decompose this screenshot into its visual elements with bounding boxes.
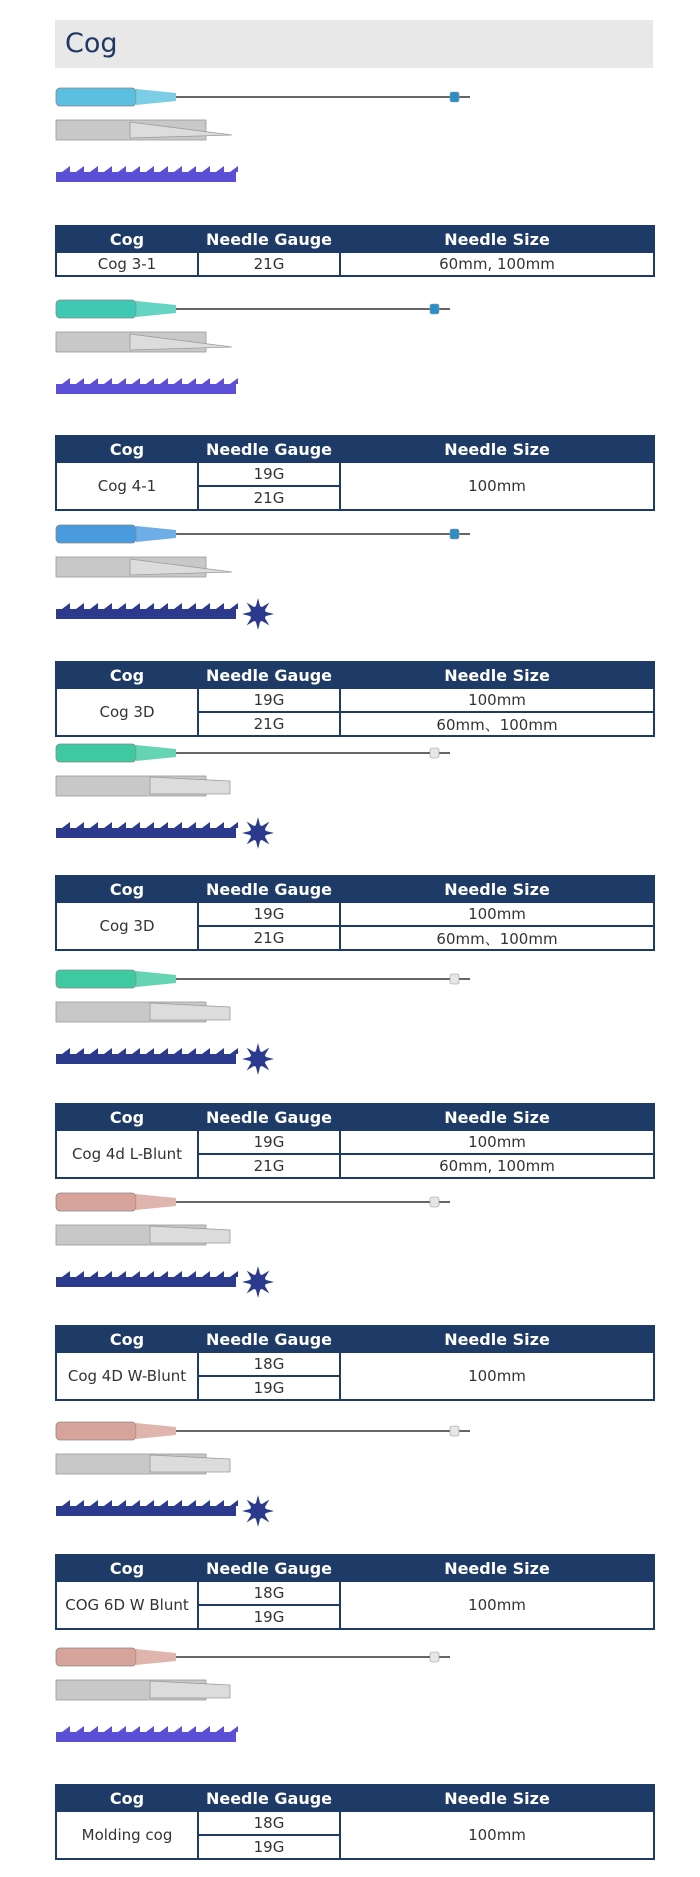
- column-header: Needle Gauge: [198, 1326, 340, 1352]
- needle-gauge-cell: 21G: [198, 486, 340, 510]
- spec-table: [55, 1325, 655, 1401]
- table-row: [56, 1130, 654, 1154]
- table-header-row: [56, 876, 654, 902]
- column-header: Cog: [56, 1326, 198, 1352]
- column-header: Needle Gauge: [198, 1104, 340, 1130]
- product-illustration: [0, 1185, 700, 1325]
- needle-gauge-cell: 18G: [198, 1352, 340, 1376]
- needle-clip-icon: [430, 304, 439, 314]
- product-illustration: [0, 736, 700, 876]
- needle-hub-icon: [56, 1193, 176, 1211]
- needle-hub-icon: [56, 1648, 176, 1666]
- column-header: Needle Size: [340, 436, 654, 462]
- column-header: Needle Size: [340, 1326, 654, 1352]
- needle-size-cell: 100mm: [340, 462, 654, 510]
- needle-gauge-cell: 19G: [198, 1835, 340, 1859]
- column-header: Needle Size: [340, 1104, 654, 1130]
- needle-tip-closeup: [56, 120, 232, 140]
- needle-hub-icon: [56, 1422, 176, 1440]
- table-header-row: [56, 226, 654, 252]
- table-row: [56, 902, 654, 926]
- needle-size-cell: 60mm、100mm: [340, 712, 654, 736]
- thread-cross-section-icon: [242, 1043, 274, 1075]
- needle-tip-closeup: [56, 1002, 230, 1022]
- column-header: Needle Size: [340, 226, 654, 252]
- needle-gauge-cell: 19G: [198, 688, 340, 712]
- product-name-cell: COG 6D W Blunt: [56, 1581, 198, 1629]
- column-header: Cog: [56, 876, 198, 902]
- table-header-row: [56, 436, 654, 462]
- spec-table: [55, 875, 655, 951]
- spec-table: [55, 1554, 655, 1630]
- product-name-cell: Cog 4d L-Blunt: [56, 1130, 198, 1178]
- spec-table: [55, 225, 655, 277]
- needle-size-cell: 100mm: [340, 902, 654, 926]
- needle-gauge-cell: 18G: [198, 1811, 340, 1835]
- needle-gauge-cell: 21G: [198, 252, 340, 276]
- needle-clip-icon: [430, 748, 439, 758]
- needle-hub-icon: [56, 970, 176, 988]
- needle-clip-icon: [450, 92, 459, 102]
- needle-clip-icon: [450, 974, 459, 984]
- column-header: Needle Gauge: [198, 226, 340, 252]
- product-illustration: [0, 292, 700, 432]
- cog-thread-icon: [56, 1726, 238, 1742]
- column-header: Needle Size: [340, 1785, 654, 1811]
- needle-tip-closeup: [56, 1680, 230, 1700]
- needle-size-cell: 100mm: [340, 1352, 654, 1400]
- column-header: Cog: [56, 662, 198, 688]
- cog-thread-icon: [56, 1500, 238, 1516]
- table-row: [56, 1811, 654, 1835]
- needle-gauge-cell: 19G: [198, 1605, 340, 1629]
- product-name-cell: Cog 3-1: [56, 252, 198, 276]
- product-name-cell: Cog 4-1: [56, 462, 198, 510]
- cog-thread-icon: [56, 378, 238, 394]
- needle-gauge-cell: 21G: [198, 712, 340, 736]
- table-header-row: [56, 1555, 654, 1581]
- thread-cross-section-icon: [242, 1495, 274, 1527]
- cog-thread-icon: [56, 1048, 238, 1064]
- needle-size-cell: 100mm: [340, 688, 654, 712]
- needle-clip-icon: [430, 1197, 439, 1207]
- product-illustration: [0, 1414, 700, 1554]
- table-header-row: [56, 662, 654, 688]
- column-header: Needle Size: [340, 662, 654, 688]
- spec-table: [55, 661, 655, 737]
- column-header: Needle Gauge: [198, 436, 340, 462]
- cog-thread-icon: [56, 1271, 238, 1287]
- product-name-cell: Cog 3D: [56, 902, 198, 950]
- spec-table: [55, 435, 655, 511]
- product-name-cell: Cog 3D: [56, 688, 198, 736]
- table-header-row: [56, 1326, 654, 1352]
- needle-gauge-cell: 19G: [198, 902, 340, 926]
- needle-clip-icon: [430, 1652, 439, 1662]
- table-row: [56, 1352, 654, 1376]
- needle-gauge-cell: 21G: [198, 1154, 340, 1178]
- needle-hub-icon: [56, 525, 176, 543]
- column-header: Needle Gauge: [198, 1785, 340, 1811]
- table-header-row: [56, 1104, 654, 1130]
- spec-table: [55, 1784, 655, 1860]
- needle-tip-closeup: [56, 557, 232, 577]
- thread-cross-section-icon: [242, 1266, 274, 1298]
- column-header: Cog: [56, 1785, 198, 1811]
- column-header: Needle Size: [340, 876, 654, 902]
- column-header: Needle Gauge: [198, 1555, 340, 1581]
- table-row: [56, 1581, 654, 1605]
- column-header: Needle Size: [340, 1555, 654, 1581]
- product-name-cell: Molding cog: [56, 1811, 198, 1859]
- product-name-cell: Cog 4D W-Blunt: [56, 1352, 198, 1400]
- cog-thread-icon: [56, 603, 238, 619]
- column-header: Needle Gauge: [198, 876, 340, 902]
- needle-size-cell: 60mm, 100mm: [340, 252, 654, 276]
- column-header: Needle Gauge: [198, 662, 340, 688]
- thread-cross-section-icon: [242, 817, 274, 849]
- cog-thread-icon: [56, 822, 238, 838]
- column-header: Cog: [56, 436, 198, 462]
- needle-gauge-cell: 19G: [198, 1376, 340, 1400]
- needle-size-cell: 60mm, 100mm: [340, 1154, 654, 1178]
- column-header: Cog: [56, 1555, 198, 1581]
- needle-hub-icon: [56, 300, 176, 318]
- needle-tip-closeup: [56, 776, 230, 796]
- thread-cross-section-icon: [242, 598, 274, 630]
- needle-tip-closeup: [56, 1454, 230, 1474]
- page-title: Cog: [65, 28, 118, 59]
- product-illustration: [0, 962, 700, 1102]
- needle-gauge-cell: 18G: [198, 1581, 340, 1605]
- table-header-row: [56, 1785, 654, 1811]
- needle-tip-closeup: [56, 332, 232, 352]
- section-header: [55, 20, 653, 68]
- product-illustration: [0, 1640, 700, 1780]
- needle-size-cell: 100mm: [340, 1811, 654, 1859]
- cog-thread-icon: [56, 166, 238, 182]
- needle-clip-icon: [450, 529, 459, 539]
- needle-hub-icon: [56, 88, 176, 106]
- needle-clip-icon: [450, 1426, 459, 1436]
- column-header: Cog: [56, 226, 198, 252]
- column-header: Cog: [56, 1104, 198, 1130]
- spec-table: [55, 1103, 655, 1179]
- table-row: [56, 688, 654, 712]
- product-illustration: [0, 517, 700, 657]
- table-row: [56, 252, 654, 276]
- needle-hub-icon: [56, 744, 176, 762]
- needle-gauge-cell: 21G: [198, 926, 340, 950]
- needle-gauge-cell: 19G: [198, 462, 340, 486]
- product-illustration: [0, 80, 700, 220]
- needle-gauge-cell: 19G: [198, 1130, 340, 1154]
- table-row: [56, 462, 654, 486]
- needle-tip-closeup: [56, 1225, 230, 1245]
- needle-size-cell: 60mm、100mm: [340, 926, 654, 950]
- needle-size-cell: 100mm: [340, 1130, 654, 1154]
- needle-size-cell: 100mm: [340, 1581, 654, 1629]
